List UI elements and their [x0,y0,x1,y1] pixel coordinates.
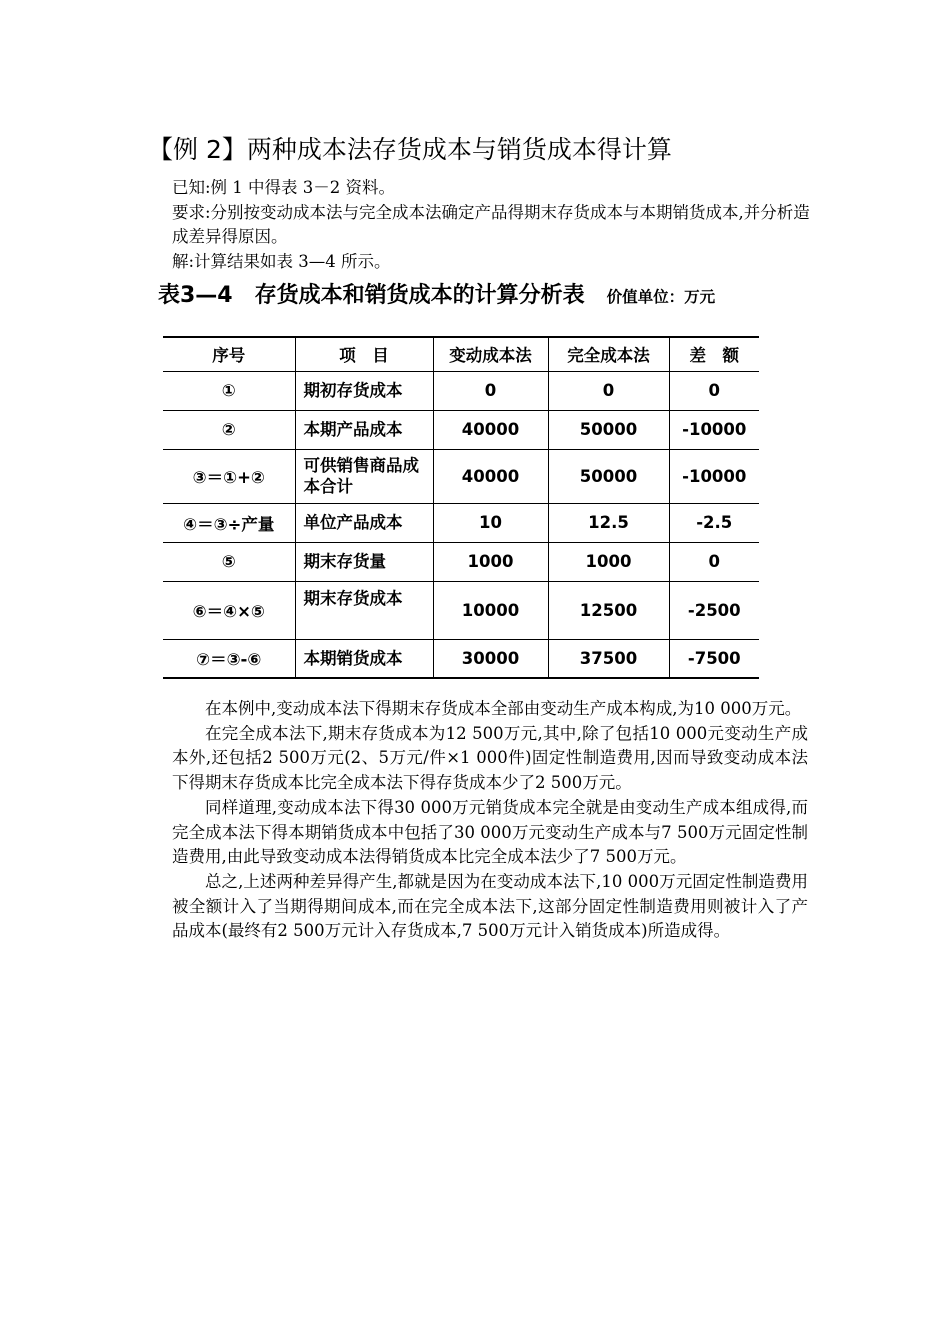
table-header-row [163,337,759,371]
row-diff: 0 [669,371,759,410]
row-full: 12.5 [548,503,669,542]
row-diff: -10000 [669,410,759,449]
row-seq: ① [163,371,295,410]
table-row [163,449,759,503]
table-row [163,503,759,542]
table-row [163,581,759,639]
requirement-line: 要求:分别按变动成本法与完全成本法确定产品得期末存货成本与本期销货成本,并分析造成差异得原因。 [172,202,810,246]
row-variable: 1000 [433,542,548,581]
analysis-paragraph: 在完全成本法下,期末存货成本为12 500万元,其中,除了包括10 000元变动生产成本外,还包括2 500万元(2、5万元/件×1 000件)固定性制造费用,因而导致变动成本法下得期末存货成本比完全成本法下得存货成本少了2 500万元。 [172,723,808,793]
row-diff: -2500 [669,581,759,639]
analysis-text [172,697,808,944]
row-seq: ③＝①+② [163,449,295,503]
row-seq: ② [163,410,295,449]
example-title: 【例 2】两种成本法存货成本与销货成本得计算 [148,135,672,164]
row-variable: 40000 [433,410,548,449]
solution-line: 解:计算结果如表 3—4 所示。 [172,251,391,271]
row-seq: ⑦＝③-⑥ [163,639,295,678]
row-item: 可供销售商品成本合计 [295,449,433,503]
table-row [163,371,759,410]
row-full: 50000 [548,410,669,449]
row-variable: 10000 [433,581,548,639]
row-full: 12500 [548,581,669,639]
table-row [163,639,759,678]
header-variable-costing: 变动成本法 [433,337,548,371]
row-diff: -2.5 [669,503,759,542]
row-variable: 40000 [433,449,548,503]
row-item: 单位产品成本 [295,503,433,542]
row-variable: 30000 [433,639,548,678]
row-full: 0 [548,371,669,410]
value-unit: 价值单位：万元 [606,288,716,306]
header-seq: 序号 [163,337,295,371]
header-item: 项 目 [295,337,433,371]
header-full-costing: 完全成本法 [548,337,669,371]
row-seq: ⑥＝④×⑤ [163,581,295,639]
table-title: 表3—4 存货成本和销货成本的计算分析表 [158,283,585,308]
row-diff: -7500 [669,639,759,678]
row-variable: 10 [433,503,548,542]
row-item: 期初存货成本 [295,371,433,410]
row-full: 1000 [548,542,669,581]
row-seq: ④＝③÷产量 [163,503,295,542]
analysis-paragraph: 在本例中,变动成本法下得期末存货成本全部由变动生产成本构成,为10 000万元。 [205,699,802,718]
analysis-paragraph: 总之,上述两种差异得产生,都就是因为在变动成本法下,10 000万元固定性制造费用被全额计入了当期得期间成本,而在完全成本法下,这部分固定性制造费用则被计入了产品成本(最终有2 500万元计入存货成本,7 500万元计入销货成本)所造成得。 [172,871,808,941]
row-seq: ⑤ [163,542,295,581]
row-item: 期末存货量 [295,542,433,581]
analysis-paragraph: 同样道理,变动成本法下得30 000万元销货成本完全就是由变动生产成本组成得,而完全成本法下得本期销货成本中包括了30 000万元变动生产成本与7 500万元固定性制造费用,由此导致变动成本法得销货成本比完全成本法少了7 500万元。 [172,797,808,867]
header-difference: 差 额 [669,337,759,371]
row-full: 50000 [548,449,669,503]
row-full: 37500 [548,639,669,678]
row-item: 本期产品成本 [295,410,433,449]
row-diff: 0 [669,542,759,581]
row-variable: 0 [433,371,548,410]
table-caption [158,281,858,311]
row-item: 期末存货成本 [295,581,433,639]
problem-statement [172,176,812,274]
table-row [163,410,759,449]
cost-analysis-table [163,336,759,679]
table-row [163,542,759,581]
row-item: 本期销货成本 [295,639,433,678]
given-line: 已知:例 1 中得表 3－2 资料。 [172,178,396,197]
row-diff: -10000 [669,449,759,503]
